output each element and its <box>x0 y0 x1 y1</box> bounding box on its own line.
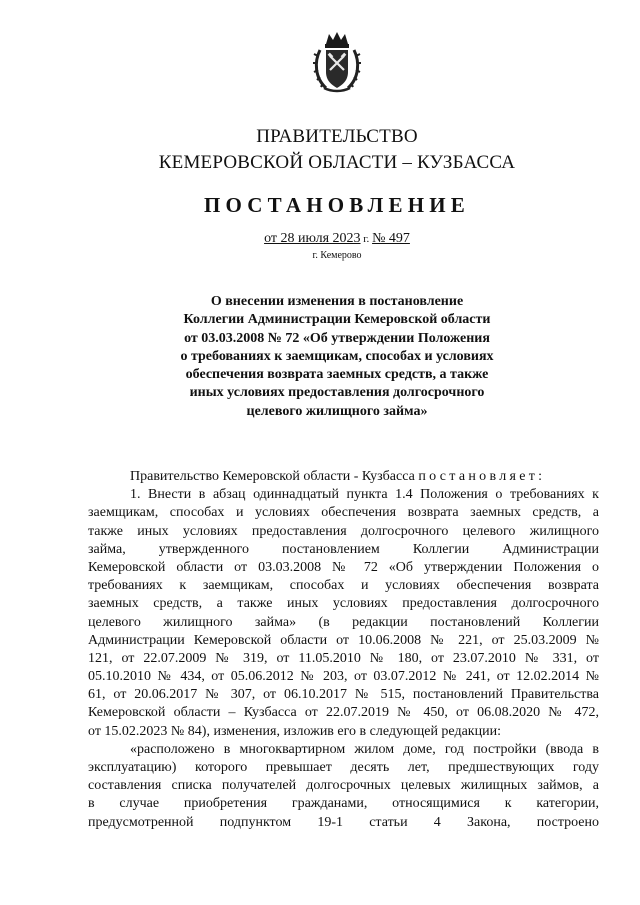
document-city: г. Кемерово <box>312 250 362 261</box>
intro-line <box>88 468 599 486</box>
paragraph-line: целевого жилищного займа» (в редакции постановлений Коллегии <box>88 614 599 630</box>
document-number: № 497 <box>372 231 410 246</box>
title-line: от 03.03.2008 № 72 «Об утверждении Положения <box>184 330 490 346</box>
paragraph-line: 61, от 20.06.2017 № 307, от 06.10.2017 № 515, постановлений Правительства <box>88 687 599 703</box>
title-line: целевого жилищного займа» <box>246 403 428 419</box>
kemerovo-coat-of-arms-icon <box>312 30 362 94</box>
document-date: от 28 июля 2023 <box>264 231 361 246</box>
document-date-number <box>0 231 640 247</box>
paragraph-line: 1. Внести в абзац одиннадцатый пункта 1.4 Положения о требованиях к <box>130 487 599 503</box>
title-line: обеспечения возврата заемных средств, а также <box>185 367 489 383</box>
year-suffix: г. <box>360 233 373 245</box>
government-name-line-1: ПРАВИТЕЛЬСТВО <box>256 126 418 147</box>
paragraph-line: Кемеровской области – Кузбасса от 22.07.2019 № 450, от 06.08.2020 № 472, <box>88 705 599 721</box>
paragraph-line: займа, утвержденного постановлением Коллегии Администрации <box>88 541 599 557</box>
paragraph-line: 121, от 22.07.2009 № 319, от 11.05.2010 № 180, от 23.07.2010 № 331, от <box>88 650 599 666</box>
document-type-heading: ПОСТАНОВЛЕНИЕ <box>203 193 471 217</box>
paragraph-line: эксплуатацию) которого превышает десять лет, предшествующих году <box>88 760 599 775</box>
paragraph-line: требованиях к заемщикам, способах и условиях обеспечения возврата <box>88 578 599 594</box>
title-line: Коллегии Администрации Кемеровской области <box>183 312 491 328</box>
paragraph-line: заемщикам, способах и условиях обеспечения возврата заемных средств, а <box>88 505 599 521</box>
intro-resolves: постановляет: <box>418 469 546 484</box>
paragraph-line: Кемеровской области от 03.03.2008 № 72 «Об утверждении Положения о <box>88 559 599 575</box>
paragraph-line: составления списка получателей долгосрочных целевых жилищных займов, а <box>88 778 599 794</box>
document-body <box>88 468 599 832</box>
paragraph-line: в случае приобретения гражданами, относящимися к категории, <box>88 796 599 812</box>
title-line: о требованиях к заемщикам, способах и условиях <box>180 348 494 364</box>
paragraph-line: «расположено в многоквартирном жилом доме, год постройки (ввода в <box>130 741 599 757</box>
government-name-line-2: КЕМЕРОВСКОЙ ОБЛАСТИ – КУЗБАССА <box>158 152 516 173</box>
paragraph-line: предусмотренной подпунктом 19-1 статьи 4 Закона, построено <box>88 814 599 830</box>
paragraph-line: 05.10.2010 № 434, от 05.06.2012 № 203, от 03.07.2012 № 241, от 12.02.2014 № <box>88 669 599 685</box>
title-line: иных условиях предоставления долгосрочного <box>189 385 485 401</box>
paragraph-line: заемных средств, а также иных условиях предоставления долгосрочного <box>88 596 599 612</box>
paragraph-line: от 15.02.2023 № 84), изменения, изложив его в следующей редакции: <box>88 723 501 739</box>
paragraph-line: также иных условиях предоставления долгосрочного целевого жилищного <box>88 523 599 539</box>
title-line: О внесении изменения в постановление <box>210 294 464 309</box>
intro-prefix: Правительство Кемеровской области - Кузбасса <box>130 469 419 484</box>
document-title <box>160 293 514 421</box>
paragraph-line: Администрации Кемеровской области от 10.06.2008 № 221, от 25.03.2009 № <box>88 632 599 648</box>
